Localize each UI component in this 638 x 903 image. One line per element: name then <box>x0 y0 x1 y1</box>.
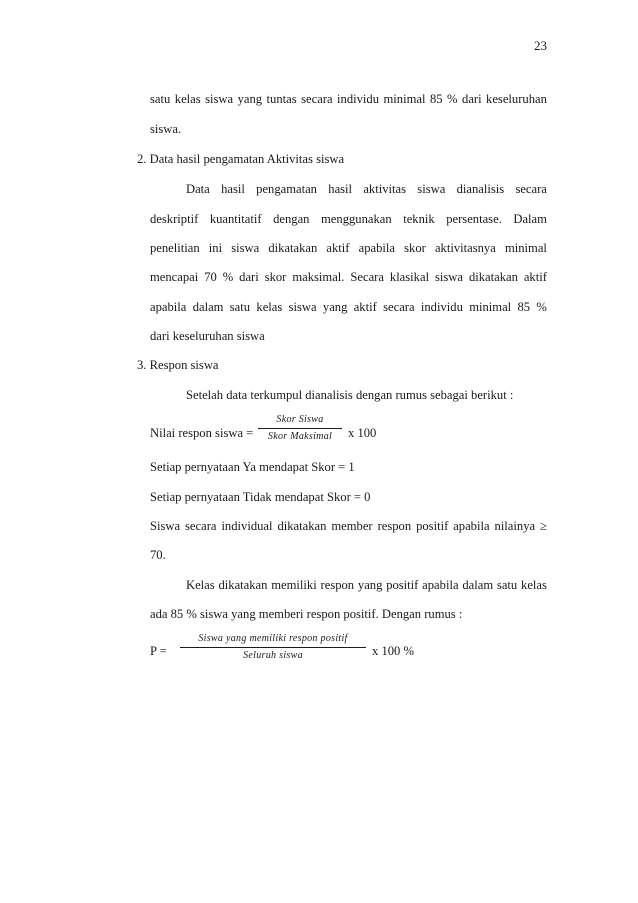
formula-2-denominator: Seluruh siswa <box>243 650 303 661</box>
formula-1-label: Nilai respon siswa = <box>150 426 254 440</box>
formula-2-numerator: Siswa yang memiliki respon positif <box>198 633 348 644</box>
tidak-score-line: Setiap pernyataan Tidak mendapat Skor = 0 <box>150 490 371 504</box>
section-2-heading: 2. Data hasil pengamatan Aktivitas siswa <box>137 152 345 166</box>
section-3-intro: Setelah data terkumpul dianalisis dengan rumus sebagai berikut : <box>186 388 514 402</box>
formula-2-fraction <box>180 633 366 662</box>
formula-1-fraction-bar <box>258 428 342 429</box>
formula-1-suffix: x 100 <box>348 426 377 440</box>
section-3-paragraph-2-line-1: Kelas dikatakan memiliki respon yang positif apabila dalam satu kelas <box>186 578 547 592</box>
section-2-paragraph-line-5: apabila dalam satu kelas siswa yang aktif secara individu minimal 85 % <box>150 300 547 314</box>
page-number: 23 <box>534 38 547 53</box>
formula-1-numerator: Skor Siswa <box>276 414 324 425</box>
section-2-paragraph-line-2: deskriptif kuantitatif dengan menggunakan teknik persentase. Dalam <box>150 212 547 226</box>
formula-2-fraction-bar <box>180 647 366 648</box>
formula-2-suffix: x 100 % <box>372 644 414 658</box>
section-3-heading: 3. Respon siswa <box>137 358 219 372</box>
section-2-paragraph-line-1: Data hasil pengamatan hasil aktivitas siswa dianalisis secara <box>186 182 547 196</box>
section-2-paragraph-line-6: dari keseluruhan siswa <box>150 329 265 343</box>
formula-1-fraction <box>258 414 342 443</box>
continuation-line-1: satu kelas siswa yang tuntas secara individu minimal 85 % dari keseluruhan <box>150 92 547 106</box>
section-3-paragraph-2-line-2: ada 85 % siswa yang memberi respon positif. Dengan rumus : <box>150 607 463 621</box>
section-3-paragraph-line-1: Siswa secara individual dikatakan member respon positif apabila nilainya ≥ <box>150 519 547 533</box>
section-3-paragraph-line-2: 70. <box>150 548 166 562</box>
section-2-paragraph-line-4: mencapai 70 % dari skor maksimal. Secara klasikal siswa dikatakan aktif <box>150 270 547 284</box>
formula-2-label: P = <box>150 644 167 658</box>
section-2-paragraph-line-3: penelitian ini siswa dikatakan aktif apabila skor aktivitasnya minimal <box>150 241 547 255</box>
ya-score-line: Setiap pernyataan Ya mendapat Skor = 1 <box>150 460 355 474</box>
formula-1-denominator: Skor Maksimal <box>267 431 333 442</box>
continuation-line-2: siswa. <box>150 122 182 136</box>
